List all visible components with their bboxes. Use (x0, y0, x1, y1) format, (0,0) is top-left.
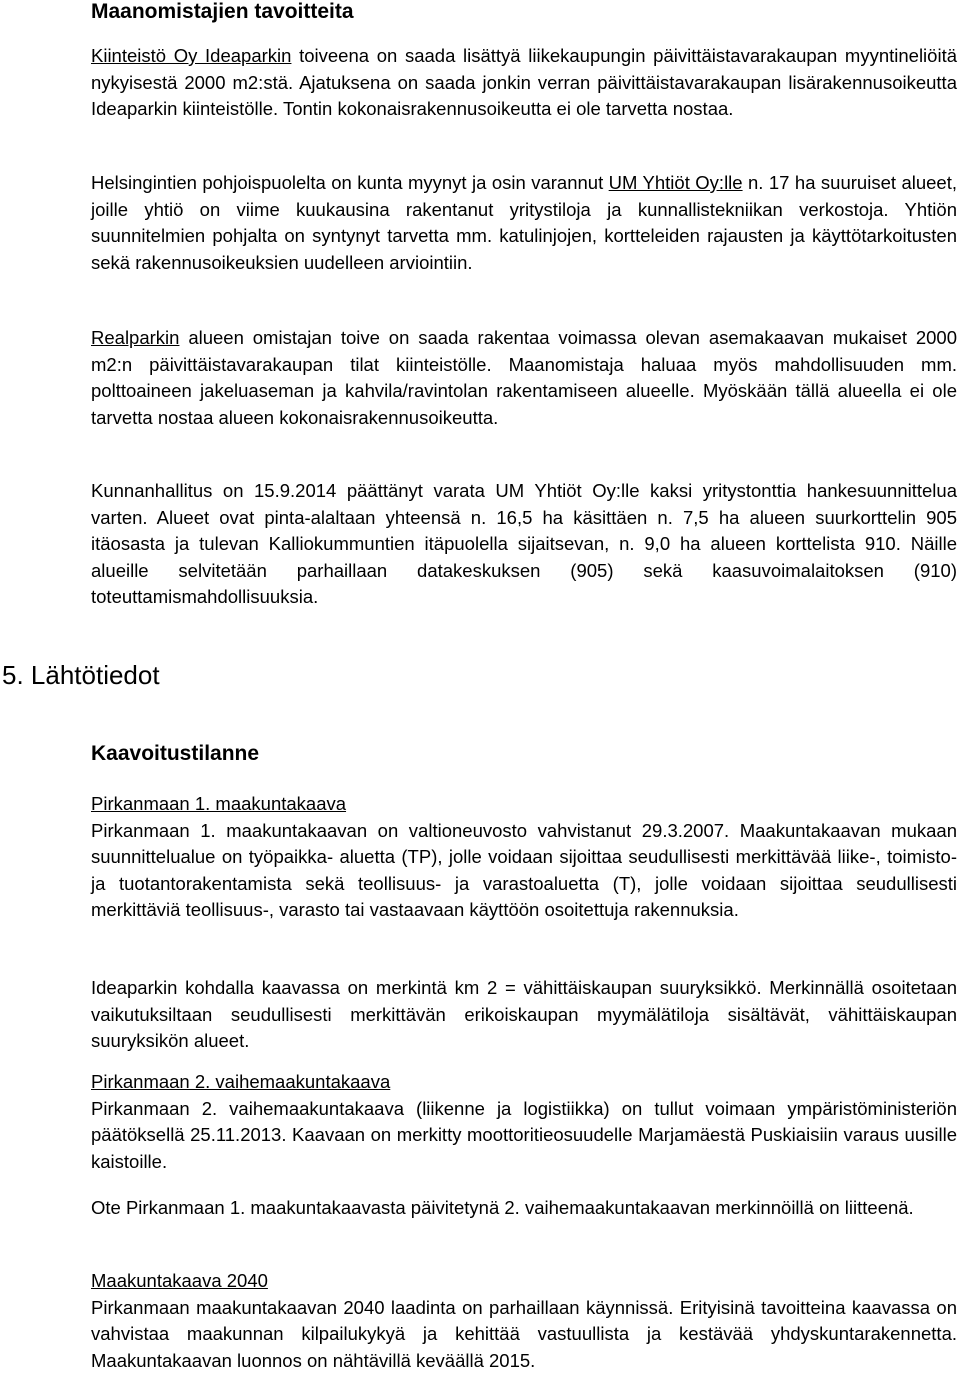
paragraph-ote: Ote Pirkanmaan 1. maakuntakaavasta päivitetynä 2. vaihemaakuntakaavan merkinnöillä on liitteenä. (91, 1197, 914, 1218)
link-kiinteisto-oy-ideaparkin[interactable]: Kiinteistö Oy Ideaparkin (91, 45, 292, 66)
paragraph-maakuntakaava-2040: Pirkanmaan maakuntakaavan 2040 laadinta on parhaillaan käynnissä. Erityisinä tavoitteina kaavassa on vahvistaa maakunnan kilpailukykyä ja kehittää vastuullista ja kestävää yhdyskuntarakennetta. Maakuntakaavan luonnos on nähtävillä keväällä 2015. (91, 1296, 957, 1371)
subsection-pirkanmaan-2 (91, 1069, 957, 1175)
link-um-yhtiot[interactable]: UM Yhtiöt Oy:lle (608, 172, 743, 193)
paragraph-kunnanhallitus: Kunnanhallitus on 15.9.2014 päättänyt varata UM Yhtiöt Oy:lle kaksi yritystonttia hankesuunnittelua varten. Alueet ovat pinta-alaltaan yhteensä n. 16,5 ha käsittäen n. 7,5 ha alueen suurkorttelin 905 itäosasta ja tulevan Kalliokummuntien itäpuolella sijaitsevan, n. 9,0 ha alueen korttelista 910. Näille alueille selvitetään parhaillaan datakeskuksen (905) sekä kaasuvoimalaitoksen (910) toteuttamismahdollisuuksia. (91, 480, 957, 608)
subsection-pirkanmaan-1 (91, 791, 957, 924)
subheading-pirkanmaan-1-maakuntakaava: Pirkanmaan 1. maakuntakaava (91, 793, 347, 814)
heading-maanomistajien-tavoitteita: Maanomistajien tavoitteita (91, 0, 354, 23)
paragraph-ideapark-goal: Kiinteistö Oy Ideaparkin toiveena on saada lisättyä liikekaupungin päivittäistavarakaupan myyntineliöitä nykyisestä 2000 m2:stä. Ajatuksena on saada jonkin verran päivittäistavarakaupan lisärakennusoikeutta Ideaparkin kiinteistölle. Tontin kokonaisrakennusoikeutta ei ole tarvetta nostaa. (91, 45, 957, 120)
link-realparkin[interactable]: Realparkin (91, 327, 180, 348)
heading-kaavoitustilanne: Kaavoitustilanne (91, 742, 260, 765)
paragraph-vaihemaakuntakaava: Pirkanmaan 2. vaihemaakuntakaava (liikenne ja logistiikka) on tullut voimaan ympäristöministeriön päätöksellä 25.11.2013. Kaavaan on merkitty moottoritieosuudelle Marjamäestä Puskiaisiin varaus uusille kaistoille. (91, 1097, 957, 1172)
subsection-maakuntakaava-2040 (91, 1268, 957, 1374)
paragraph-maakuntakaava-1: Pirkanmaan 1. maakuntakaavan on valtioneuvosto vahvistanut 29.3.2007. Maakuntakaavan mukaan suunnittelualue on työpaikka- aluetta (TP), jolle voidaan sijoittaa seudullisesti merkittävää liike-, toimisto- ja tuotantorakentamista sekä teollisuus- ja varastoaluetta (T), jolle voidaan sijoittaa seudullisesti merkittäviä teollisuus-, varasto tai vastaavaan käyttöön osoitettuja rakennuksia. (91, 819, 957, 921)
paragraph-helsingintie: Helsingintien pohjoispuolelta on kunta myynyt ja osin varannut UM Yhtiöt Oy:lle n. 17 ha suuruiset alueet, joille yhtiö on viime kuukausina rakentanut yritystiloja ja kunnallistekniikan verkostoja. Yhtiön suunnitelmien pohjalta on syntynyt tarvetta mm. katulinjojen, kortteleiden rajausten ja käyttötarkoitusten sekä rakennusoikeuksien uudelleen arviointiin. (91, 172, 957, 273)
paragraph-realpark: Realparkin alueen omistajan toive on saada rakentaa voimassa olevan asemakaavan mukaiset 2000 m2:n päivittäistavarakaupan tilat kiinteistölle. Maanomistaja haluaa myös mahdollisuuden mm. polttoaineen jakeluaseman ja kahvila/ravintolan rakentamiseen alueelle. Myöskään tällä alueella ei ole tarvetta nostaa alueen kokonaisrakennusoikeutta. (91, 327, 957, 428)
subheading-pirkanmaan-2-vaihemaakuntakaava: Pirkanmaan 2. vaihemaakuntakaava (91, 1071, 391, 1092)
section-title-lahtotiedot: 5. Lähtötiedot (2, 660, 160, 690)
subheading-maakuntakaava-2040: Maakuntakaava 2040 (91, 1270, 268, 1291)
paragraph-km2: Ideaparkin kohdalla kaavassa on merkintä km 2 = vähittäiskaupan suuryksikkö. Merkinnällä osoitetaan vaikutuksiltaan seudullisesti merkittävän erikoiskaupan myymälätiloja sisältävät, vähittäiskaupan suuryksikön alueet. (91, 977, 957, 1052)
